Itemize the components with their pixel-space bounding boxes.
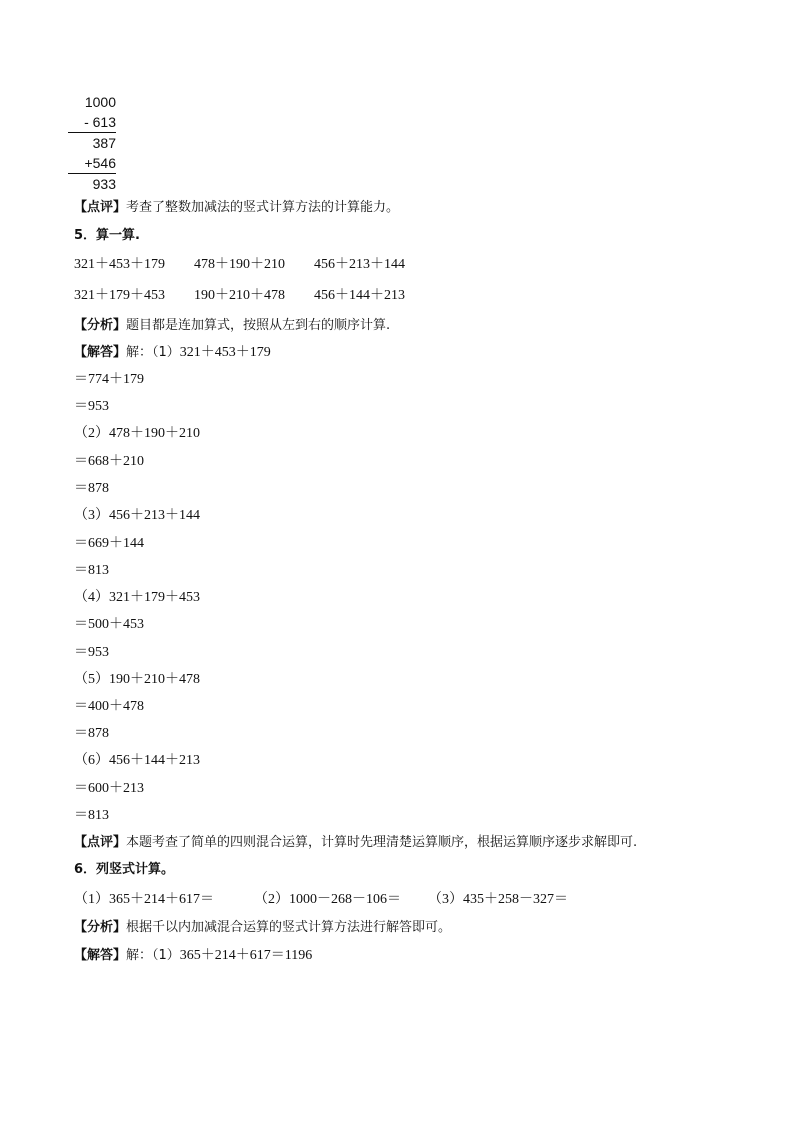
answer-tag: 【解答】 — [74, 345, 127, 360]
solution-step: ＝669＋144 — [74, 536, 144, 551]
solution-step: （5）190＋210＋478 — [74, 672, 200, 687]
comment-tag: 【点评】 — [74, 835, 127, 850]
exercise-item: （1）365＋214＋617＝ — [74, 892, 214, 907]
solution-step: ＝813 — [74, 563, 109, 578]
solution-step: ＝953 — [74, 645, 109, 660]
vertical-row: 933 — [92, 176, 116, 192]
solution-step: （6）456＋144＋213 — [74, 753, 200, 768]
solution-step: ＝600＋213 — [74, 781, 144, 796]
analysis-text: 题目都是连加算式，按照从左到右的顺序计算. — [126, 318, 391, 333]
answer-prefix: 解：（1） — [126, 345, 180, 360]
vertical-row: 1000 — [84, 94, 116, 110]
solution-step: ＝774＋179 — [74, 372, 144, 387]
comment-text: 考查了整数加减法的竖式计算方法的计算能力。 — [126, 200, 400, 215]
answer-prefix: 解：（1） — [126, 948, 180, 963]
answer-tag: 【解答】 — [74, 948, 127, 963]
vertical-row: 387 — [92, 135, 116, 151]
exercise-item: 456＋144＋213 — [314, 288, 405, 303]
answer-expression: 321＋453＋179 — [179, 345, 271, 360]
exercise-item: （3）435＋258－327＝ — [428, 892, 568, 907]
vertical-row: - 613 — [84, 114, 116, 130]
exercise-item: 456＋213＋144 — [314, 257, 405, 272]
analysis-line — [74, 316, 390, 336]
exercise-item: 321＋453＋179 — [74, 257, 165, 272]
exercise-item: 321＋179＋453 — [74, 288, 165, 303]
comment-line — [74, 198, 399, 218]
solution-step: ＝878 — [74, 481, 109, 496]
exercise-item: 478＋190＋210 — [194, 257, 285, 272]
solution-step: ＝668＋210 — [74, 454, 144, 469]
solution-step: ＝878 — [74, 726, 109, 741]
vertical-row: +546 — [84, 155, 116, 171]
solution-step: （4）321＋179＋453 — [74, 590, 200, 605]
solution-step: ＝953 — [74, 399, 109, 414]
analysis-line — [74, 918, 451, 938]
comment-tag: 【点评】 — [74, 200, 127, 215]
analysis-text: 根据千以内加减混合运算的竖式计算方法进行解答即可。 — [126, 920, 452, 935]
comment-line — [74, 833, 637, 853]
analysis-tag: 【分析】 — [74, 318, 127, 333]
solution-step: ＝813 — [74, 808, 109, 823]
answer-line — [74, 343, 271, 363]
question-5-title: 5．算一算. — [74, 228, 140, 243]
solution-step: （3）456＋213＋144 — [74, 508, 200, 523]
solution-step: ＝500＋453 — [74, 617, 144, 632]
comment-text: 本题考查了简单的四则混合运算，计算时先理清楚运算顺序，根据运算顺序逐步求解即可. — [126, 835, 638, 850]
exercise-item: 190＋210＋478 — [194, 288, 285, 303]
vertical-calculation — [68, 92, 116, 194]
question-6-title: 6．列竖式计算。 — [74, 862, 175, 877]
solution-step: ＝400＋478 — [74, 699, 144, 714]
answer-expression: 365＋214＋617＝1196 — [179, 948, 313, 963]
solution-step: （2）478＋190＋210 — [74, 426, 200, 441]
answer-line — [74, 946, 312, 966]
analysis-tag: 【分析】 — [74, 920, 127, 935]
exercise-item: （2）1000－268－106＝ — [254, 892, 401, 907]
